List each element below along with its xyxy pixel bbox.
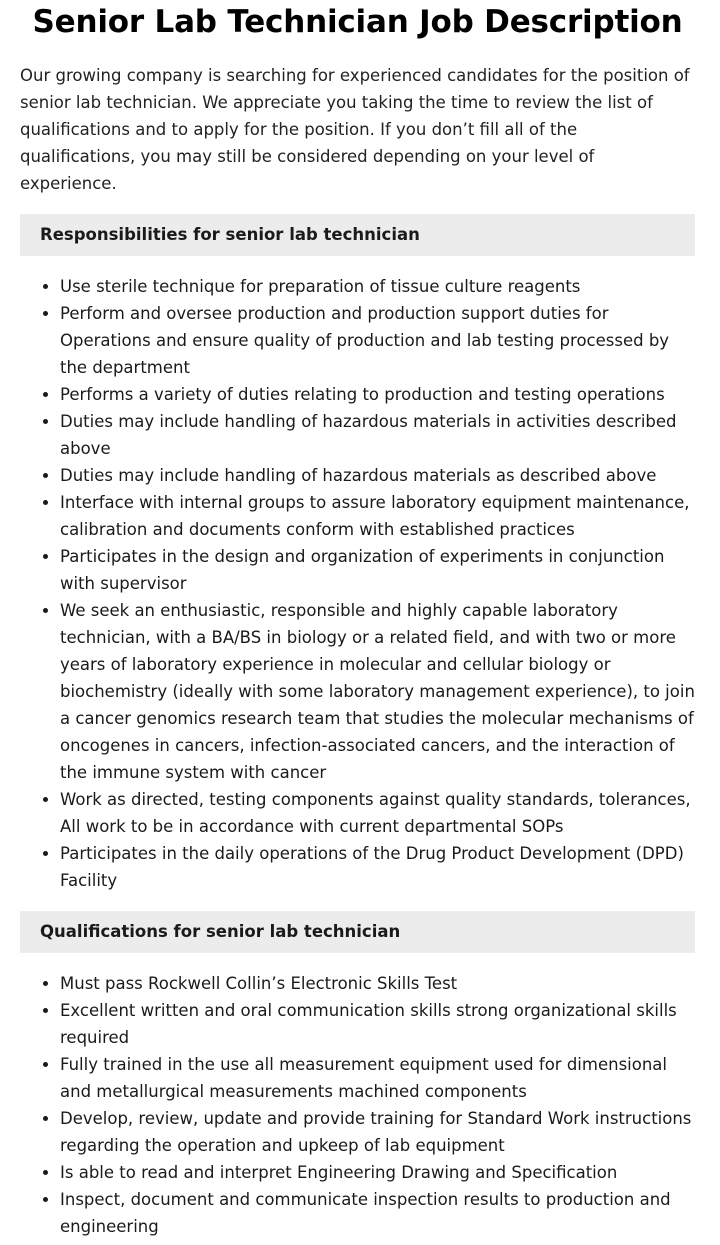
list-item: Performs a variety of duties relating to production and testing operations (60, 381, 695, 408)
list-item: Must pass Rockwell Collin’s Electronic Skills Test (60, 970, 695, 997)
list-item: Participates in the daily operations of the Drug Product Development (DPD) Facility (60, 840, 695, 894)
list-item: We seek an enthusiastic, responsible and highly capable laboratory technician, with a BA/BS in biology or a related field, and with two or more years of laboratory experience in molecular and cellular biology or biochemistry (ideally with some laboratory management experience), to join a cancer genomics research team that studies the molecular mechanisms of oncogenes in cancers, infection-associated cancers, and the interaction of the immune system with cancer (60, 597, 695, 786)
list-item: Excellent written and oral communication skills strong organizational skills required (60, 997, 695, 1051)
list-item: Duties may include handling of hazardous materials as described above (60, 462, 695, 489)
responsibilities-heading: Responsibilities for senior lab technician (20, 214, 695, 256)
list-item: Use sterile technique for preparation of tissue culture reagents (60, 273, 695, 300)
list-item: Is able to read and interpret Engineering Drawing and Specification (60, 1159, 695, 1186)
qualifications-list (20, 970, 695, 1240)
list-item: Duties may include handling of hazardous materials in activities described above (60, 408, 695, 462)
list-item: Develop, review, update and provide training for Standard Work instructions regarding the operation and upkeep of lab equipment (60, 1105, 695, 1159)
list-item: Fully trained in the use all measurement equipment used for dimensional and metallurgical measurements machined components (60, 1051, 695, 1105)
page-title: Senior Lab Technician Job Description (32, 4, 683, 40)
list-item: Work as directed, testing components against quality standards, tolerances, All work to be in accordance with current departmental SOPs (60, 786, 695, 840)
list-item: Participates in the design and organization of experiments in conjunction with supervisor (60, 543, 695, 597)
list-item: Inspect, document and communicate inspection results to production and engineering (60, 1186, 695, 1240)
list-item: Perform and oversee production and production support duties for Operations and ensure quality of production and lab testing processed by the department (60, 300, 695, 381)
list-item: Interface with internal groups to assure laboratory equipment maintenance, calibration and documents conform with established practices (60, 489, 695, 543)
qualifications-heading: Qualifications for senior lab technician (20, 911, 695, 953)
responsibilities-list (20, 273, 695, 894)
intro-paragraph: Our growing company is searching for experienced candidates for the position of senior lab technician. We appreciate you taking the time to review the list of qualifications and to apply for the position. If you don’t fill all of the qualifications, you may still be considered depending on your level of experience. (20, 66, 690, 193)
